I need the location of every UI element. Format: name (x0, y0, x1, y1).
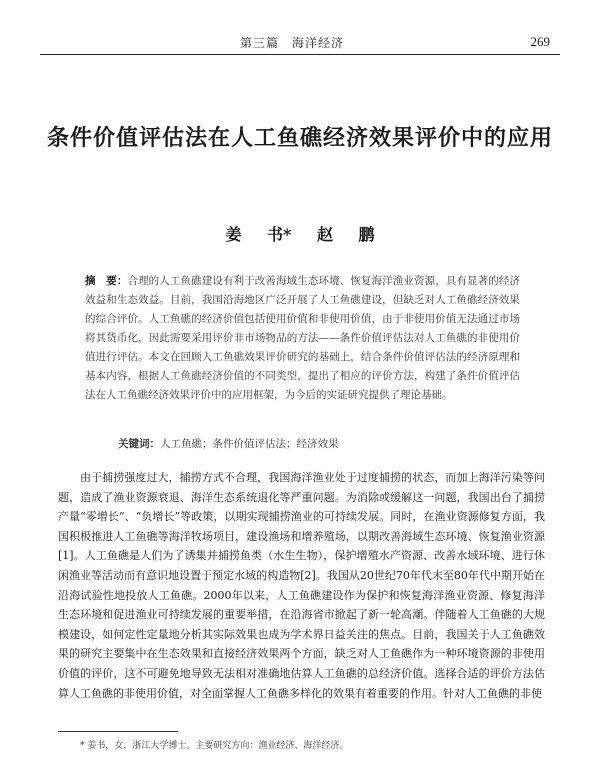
abstract (85, 272, 520, 405)
keywords (118, 436, 520, 451)
header-section: 第三篇 海洋经济 (240, 36, 345, 50)
footnote: * 姜书，女，浙江大学博士。主要研究方向：渔业经济、海洋经济。 (80, 741, 349, 751)
footnote-divider (58, 731, 178, 732)
page-number: 269 (530, 34, 550, 49)
abstract-label: 摘 要： (85, 275, 128, 287)
abstract-text: 合理的人工鱼礁建设有利于改善海域生态环境、恢复海洋渔业资源，具有显著的经济效益和生态效益。目前，我国沿海地区广泛开展了人工鱼礁建设，但缺乏对人工鱼礁经济效果的综合评价。人工鱼礁的经济价值包括使用价值和非使用价值，由于非使用价值无法通过市场将其货币化，因此需要采用评价非市场物品的方法——条件价值评估法对人工鱼礁的非使用价值进行评估。本文在回顾人工鱼礁效果评价研究的基础上，结合条件价值评估法的经济原理和基本内容，根据人工鱼礁经济价值的不同类型，提出了相应的评价方法，构建了条件价值评估法在人工鱼礁经济效果评价中的应用框架，为今后的实证研究提供了理论基础。 (85, 275, 521, 401)
body-text: 由于捕捞强度过大，捕捞方式不合理，我国海洋渔业处于过度捕捞的状态，而加上海洋污染等问题，造成了渔业资源衰退、海洋生态系统退化等严重问题。为消除或缓解这一问题，我国出台了捕捞产量“零增长”、“负增长”等政策，以期实现捕捞渔业的可持续发展。同时，在渔业资源修复方面，我国积极推进人工鱼礁等海洋牧场项目，建设渔场和增养殖场，以期改善海域生态环境、恢复渔业资源[1]。人工鱼礁是人们为了诱集并捕捞鱼类（水生生物），保护增殖水产资源、改善水域环境、进行休闲渔业等活动而有意识地设置于预定水域的构造物[2]。我国从20世纪70年代末至80年代中期开始在沿海试验性地投放人工鱼礁。2000年以来，人工鱼礁建设作为保护和恢复海洋渔业资源、修复海洋生态环境和促进渔业可持续发展的重要举措，在沿海省市掀起了新一轮高潮。伴随着人工鱼礁的大规模建设，如何定性定量地分析其实际效果也成为学术界日益关注的焦点。目前，我国关于人工鱼礁效果的研究主要集中在生态效果和直接经济效果两个方面，缺乏对人工鱼礁作为一种环境资源的非使用价值的评价，这不可避免地导致无法相对准确地估算人工鱼礁的总经济价值。选择合适的评价方法估算人工鱼礁的非使用价值，对全面掌握人工鱼礁多样化的效果有着重要的作用。针对人工鱼礁的非使 (58, 471, 545, 700)
paper-title: 条件价值评估法在人工鱼礁经济效果评价中的应用 (46, 125, 553, 151)
authors: 姜 书* 赵 鹏 (225, 225, 375, 244)
running-header (40, 34, 560, 55)
keywords-text: 人工鱼礁；条件价值评估法；经济效果 (160, 438, 339, 450)
keywords-label: 关键词： (118, 438, 160, 450)
